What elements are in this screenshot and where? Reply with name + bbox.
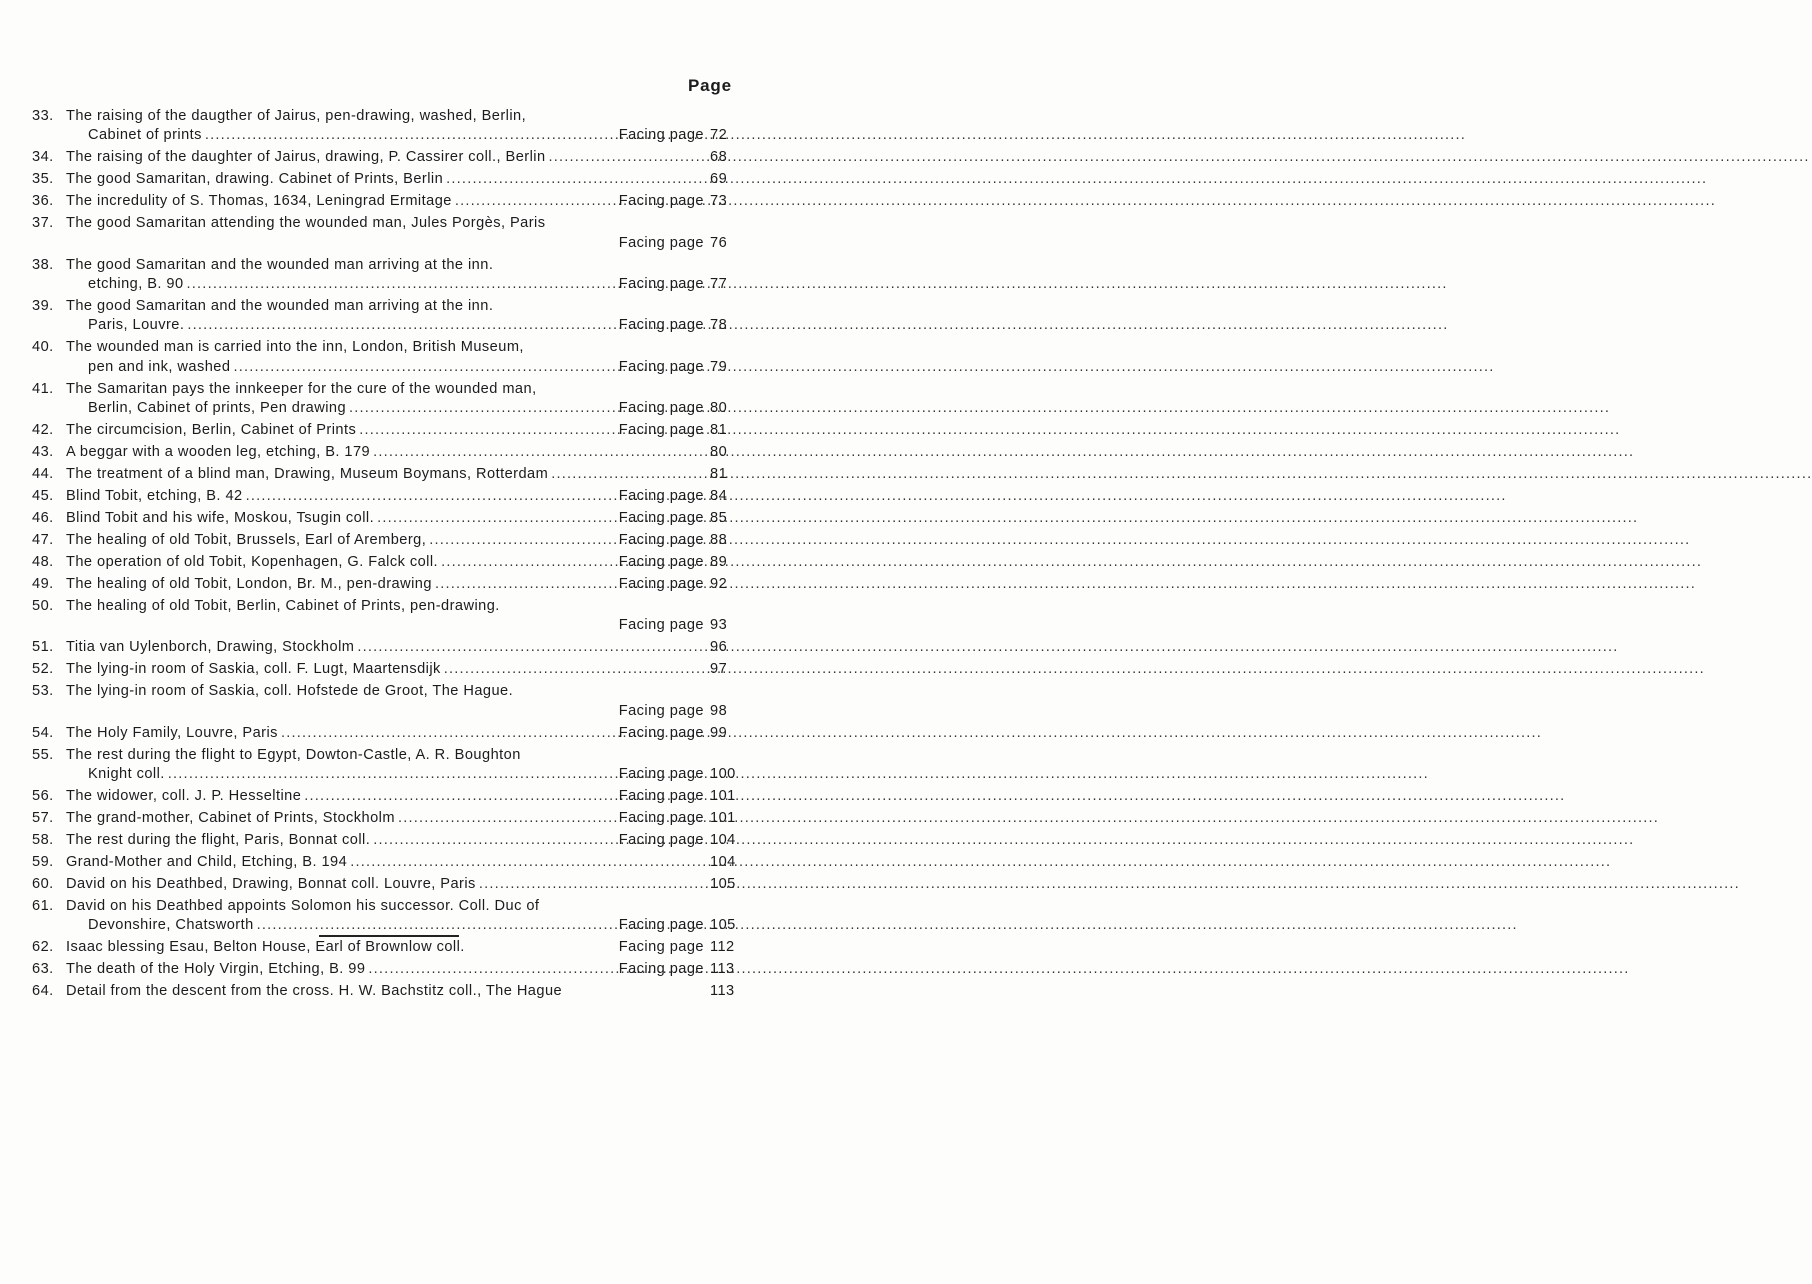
page-number: 93 — [710, 617, 728, 634]
entry-number: 56. — [32, 788, 54, 805]
entry-number: 50. — [32, 598, 54, 615]
leader-dots — [441, 660, 710, 679]
page-number: 101 — [710, 810, 736, 827]
leader-dots — [184, 316, 618, 335]
page-number: 88 — [710, 532, 728, 549]
page-number: 79 — [710, 358, 728, 375]
leader-dots — [347, 853, 710, 872]
entry-number: 52. — [32, 661, 54, 678]
entry-title: The widower, coll. J. P. Hesseltine — [66, 788, 302, 805]
list-entry — [32, 682, 742, 721]
entry-number: 49. — [32, 576, 54, 593]
entry-number: 60. — [32, 876, 54, 893]
page-number: 77 — [710, 276, 728, 293]
entry-number: 59. — [32, 854, 54, 871]
list-entry — [32, 148, 742, 167]
entry-title: The good Samaritan attending the wounded man, Jules Porgès, Paris — [66, 215, 546, 232]
entry-title: The good Samaritan and the wounded man arriving at the inn. — [66, 256, 494, 273]
leader-dots — [443, 170, 710, 189]
entry-title: The raising of the daugther of Jairus, pen-drawing, washed, Berlin, — [66, 108, 527, 124]
list-entry — [32, 338, 742, 377]
list-entry — [32, 170, 742, 189]
list-entry — [32, 982, 742, 1001]
page-number: 80 — [710, 400, 728, 417]
list-entry — [32, 724, 742, 743]
entry-title: The healing of old Tobit, Berlin, Cabinet of Prints, pen-drawing. — [66, 598, 500, 615]
entry-title: David on his Deathbed appoints Solomon his successor. Coll. Duc of — [66, 898, 540, 915]
page-number: 96 — [710, 639, 728, 656]
entry-title: Titia van Uylenborch, Drawing, Stockholm — [66, 639, 355, 656]
entry-number: 51. — [32, 639, 54, 656]
page-number: 69 — [710, 171, 728, 188]
leader-dots — [370, 443, 710, 462]
list-entry — [32, 531, 742, 550]
list-of-illustrations — [32, 107, 742, 1004]
entry-number: 61. — [32, 898, 54, 915]
page-number: 104 — [710, 832, 736, 849]
entry-title: David on his Deathbed, Drawing, Bonnat coll. Louvre, Paris — [66, 876, 476, 893]
entry-number: 46. — [32, 510, 54, 527]
entry-title: etching, B. 90 — [88, 276, 184, 293]
entry-number: 48. — [32, 554, 54, 571]
entry-title: Paris, Louvre. — [88, 317, 185, 334]
entry-title: The grand-mother, Cabinet of Prints, Stockholm — [66, 810, 395, 827]
entry-title: The death of the Holy Virgin, Etching, B. 99 — [66, 961, 366, 978]
entry-title: The good Samaritan and the wounded man arriving at the inn. — [66, 298, 494, 315]
facing-page-label: Facing page — [618, 400, 704, 417]
leader-dots — [438, 553, 619, 572]
page-number: 78 — [710, 317, 728, 334]
list-entry — [32, 831, 742, 850]
leader-dots — [546, 148, 710, 167]
list-entry — [32, 787, 742, 806]
page-number: 81 — [710, 466, 728, 483]
facing-page-label: Facing page — [618, 917, 704, 934]
facing-page-label: Facing page — [618, 422, 704, 439]
page-number: 76 — [710, 234, 728, 251]
document-page — [0, 0, 800, 1284]
leader-dots — [374, 509, 619, 528]
list-entry — [32, 107, 742, 146]
entry-title: pen and ink, washed — [88, 358, 231, 375]
list-entry — [32, 660, 742, 679]
entry-number: 47. — [32, 532, 54, 549]
entry-number: 45. — [32, 488, 54, 505]
entry-title: The good Samaritan, drawing. Cabinet of Prints, Berlin — [66, 171, 444, 188]
entry-title: Detail from the descent from the cross. H. W. Bachstitz coll., The Hague — [66, 983, 563, 1000]
list-entry — [32, 875, 742, 894]
list-entry — [32, 297, 742, 336]
leader-dots — [202, 126, 619, 145]
leader-dots — [165, 765, 619, 784]
list-entry — [32, 597, 742, 636]
facing-page-label: Facing page — [618, 724, 704, 741]
entry-number: 55. — [32, 746, 54, 763]
entry-number: 44. — [32, 466, 54, 483]
entry-number: 43. — [32, 444, 54, 461]
list-entry — [32, 638, 742, 657]
list-entry — [32, 553, 742, 572]
list-entry — [32, 380, 742, 419]
leader-dots — [476, 875, 710, 894]
entry-number: 62. — [32, 939, 54, 956]
list-entry — [32, 509, 742, 528]
entry-number: 54. — [32, 724, 54, 741]
entry-title: The operation of old Tobit, Kopenhagen, G. Falck coll. — [66, 554, 439, 571]
page-number: 97 — [710, 661, 728, 678]
page-number: 98 — [710, 702, 728, 719]
entry-title: The rest during the flight to Egypt, Dowton-Castle, A. R. Boughton — [66, 746, 521, 763]
page-number: 105 — [710, 876, 736, 893]
list-entry — [32, 575, 742, 594]
entry-number: 38. — [32, 256, 54, 273]
entry-number: 37. — [32, 215, 54, 232]
page-number: 72 — [710, 127, 728, 144]
list-entry — [32, 487, 742, 506]
page-number: 73 — [710, 193, 728, 210]
list-entry — [32, 809, 742, 828]
entry-number: 63. — [32, 961, 54, 978]
entry-title: Isaac blessing Esau, Belton House, Earl of Brownlow coll. — [66, 939, 465, 956]
page-number: 92 — [710, 576, 728, 593]
end-rule — [319, 935, 459, 937]
list-entry — [32, 421, 742, 440]
facing-page-label: Facing page — [618, 317, 704, 334]
page-number: 104 — [710, 854, 736, 871]
page-number: 89 — [710, 554, 728, 571]
facing-page-label: Facing page — [618, 554, 704, 571]
facing-page-label: Facing page — [618, 832, 704, 849]
facing-page-label: Facing page — [618, 234, 704, 251]
entry-number: 57. — [32, 810, 54, 827]
entry-title: The healing of old Tobit, Brussels, Earl of Aremberg, — [66, 532, 427, 549]
list-entry — [32, 256, 742, 295]
entry-number: 42. — [32, 422, 54, 439]
page-number: 80 — [710, 444, 728, 461]
list-entry — [32, 192, 742, 211]
leader-dots — [346, 399, 619, 418]
list-entry — [32, 443, 742, 462]
entry-number: 34. — [32, 149, 54, 166]
entry-title: Berlin, Cabinet of prints, Pen drawing — [88, 400, 347, 417]
entry-number: 64. — [32, 983, 54, 1000]
leader-dots — [548, 465, 710, 484]
facing-page-label: Facing page — [618, 810, 704, 827]
leader-dots — [370, 831, 618, 850]
entry-number: 33. — [32, 108, 54, 124]
page-number: 113 — [710, 983, 735, 1000]
leader-dots — [354, 638, 710, 657]
facing-page-label: Facing page — [618, 127, 704, 144]
entry-number: 36. — [32, 193, 54, 210]
entry-number: 53. — [32, 683, 54, 700]
list-entry — [32, 853, 742, 872]
list-entry — [32, 465, 742, 484]
page-number: 100 — [710, 766, 736, 783]
facing-page-label: Facing page — [618, 961, 704, 978]
facing-page-label: Facing page — [618, 788, 704, 805]
entry-title: Cabinet of prints — [88, 127, 202, 144]
entry-title: The Samaritan pays the innkeeper for the cure of the wounded man, — [66, 380, 537, 397]
list-entry — [32, 897, 742, 936]
leader-dots — [356, 421, 618, 440]
page-number: 85 — [710, 510, 728, 527]
page-number: 101 — [710, 788, 736, 805]
leader-dots — [365, 960, 618, 979]
leader-dots — [184, 275, 619, 294]
entry-title: Devonshire, Chatsworth — [88, 917, 254, 934]
leader-dots — [426, 531, 618, 550]
page-number: 81 — [710, 422, 728, 439]
facing-page-label: Facing page — [618, 576, 704, 593]
page-number: 112 — [710, 939, 735, 956]
list-entry — [32, 214, 742, 253]
entry-title: Grand-Mother and Child, Etching, B. 194 — [66, 854, 348, 871]
entry-title: The treatment of a blind man, Drawing, Museum Boymans, Rotterdam — [66, 466, 549, 483]
page-number: 105 — [710, 917, 736, 934]
entry-title: The Holy Family, Louvre, Paris — [66, 724, 278, 741]
list-entry — [32, 746, 742, 785]
page-column-heading: Page — [688, 76, 732, 95]
leader-dots — [395, 809, 619, 828]
facing-page-label: Facing page — [618, 510, 704, 527]
entry-number: 39. — [32, 298, 54, 315]
entry-title: The raising of the daughter of Jairus, drawing, P. Cassirer coll., Berlin — [66, 149, 546, 166]
facing-page-label: Facing page — [618, 617, 704, 634]
entry-title: The lying-in room of Saskia, coll. Hofstede de Groot, The Hague. — [66, 683, 514, 700]
entry-title: The rest during the flight, Paris, Bonnat coll. — [66, 832, 371, 849]
facing-page-label: Facing page — [618, 766, 704, 783]
entry-number: 40. — [32, 339, 54, 356]
facing-page-label: Facing page — [618, 358, 704, 375]
entry-title: Blind Tobit, etching, B. 42 — [66, 488, 243, 505]
facing-page-label: Facing page — [618, 488, 704, 505]
entry-title: The incredulity of S. Thomas, 1634, Leningrad Ermitage — [66, 193, 452, 210]
entry-title: Knight coll. — [88, 766, 165, 783]
facing-page-label: Facing page — [618, 276, 704, 293]
leader-dots — [301, 787, 618, 806]
entry-title: The circumcision, Berlin, Cabinet of Prints — [66, 422, 357, 439]
page-number: 68 — [710, 149, 728, 166]
page-number: 113 — [710, 961, 735, 978]
leader-dots — [254, 916, 619, 935]
leader-dots — [230, 358, 618, 377]
entry-title: The healing of old Tobit, London, Br. M., pen-drawing — [66, 576, 432, 593]
entry-title: The lying-in room of Saskia, coll. F. Lugt, Maartensdijk — [66, 661, 441, 678]
facing-page-label: Facing page — [618, 939, 704, 956]
page-number: 99 — [710, 724, 728, 741]
entry-title: A beggar with a wooden leg, etching, B. 179 — [66, 444, 371, 461]
facing-page-label: Facing page — [618, 702, 704, 719]
facing-page-label: Facing page — [618, 193, 704, 210]
entry-number: 35. — [32, 171, 54, 188]
leader-dots — [278, 724, 619, 743]
entry-number: 58. — [32, 832, 54, 849]
facing-page-label: Facing page — [618, 532, 704, 549]
entry-title: Blind Tobit and his wife, Moskou, Tsugin coll. — [66, 510, 375, 527]
page-number: 84 — [710, 488, 728, 505]
list-entry — [32, 938, 742, 957]
entry-title: The wounded man is carried into the inn, London, British Museum, — [66, 339, 524, 356]
leader-dots — [452, 192, 619, 211]
list-entry — [32, 960, 742, 979]
entry-number: 41. — [32, 380, 54, 397]
leader-dots — [243, 487, 619, 506]
leader-dots — [432, 575, 619, 594]
